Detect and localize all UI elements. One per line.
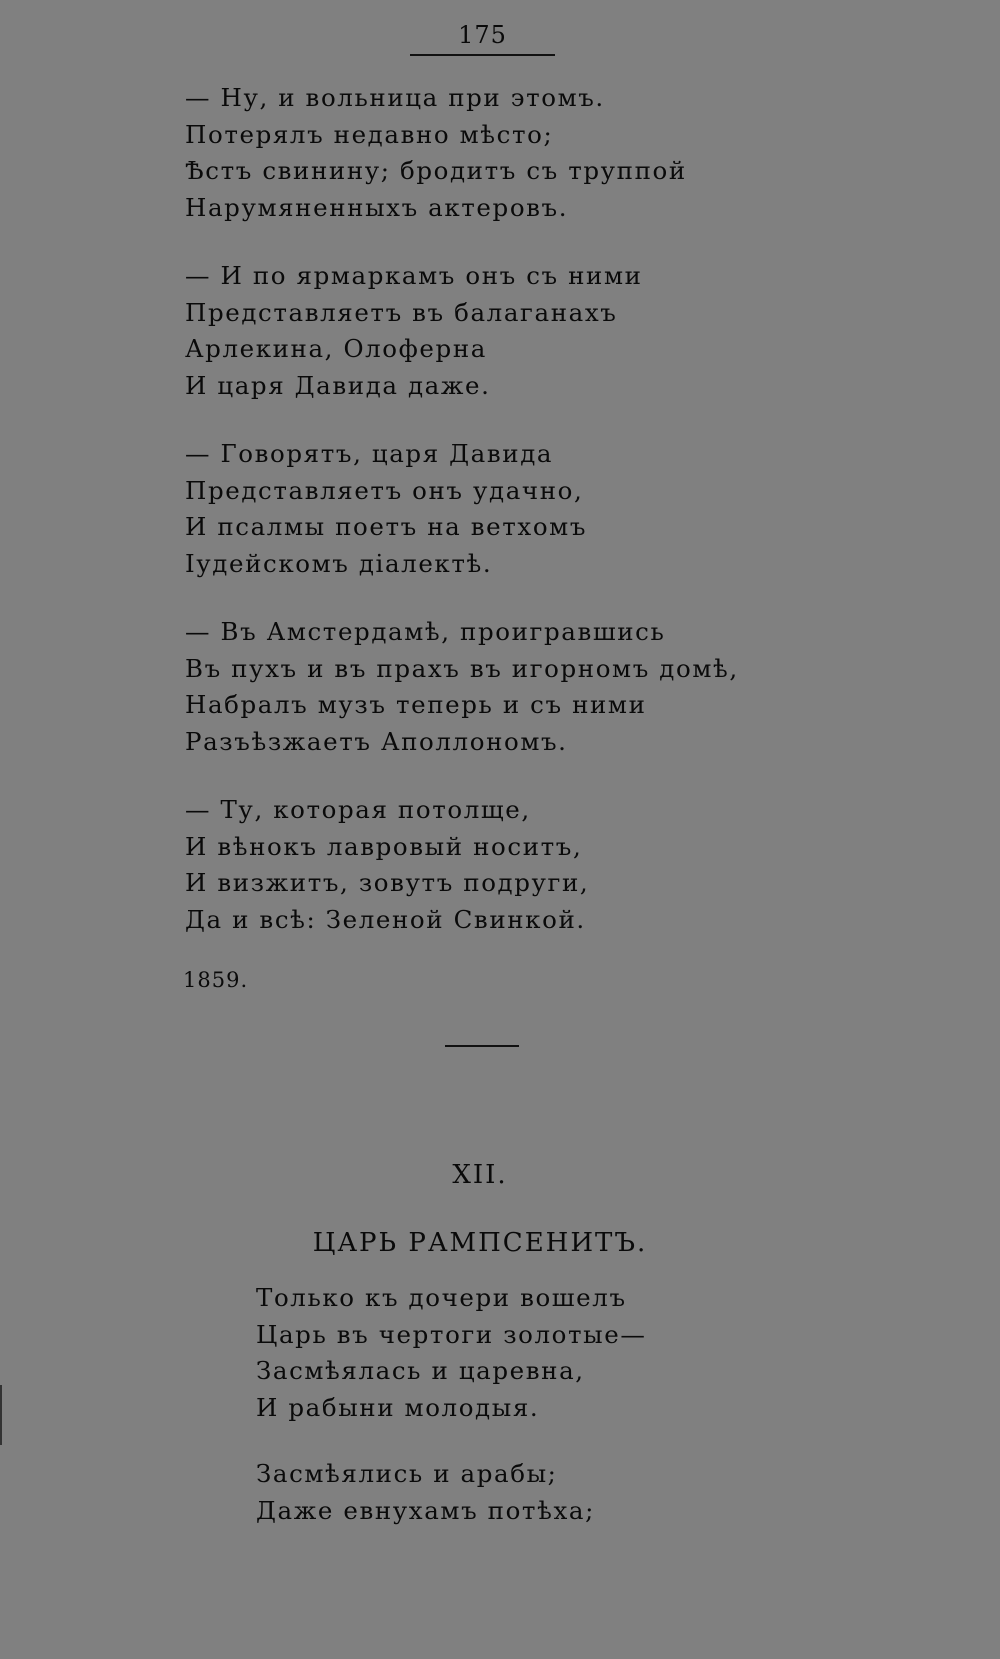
stanza-1	[256, 1280, 856, 1426]
section-number: XII.	[452, 1160, 508, 1190]
stanza-2	[185, 258, 885, 404]
verse-line: Представляетъ въ балаганахъ	[185, 297, 618, 327]
verse-line: Представляетъ онъ удачно,	[185, 475, 584, 505]
verse-line: Потерялъ недавно мѣсто;	[185, 119, 554, 149]
poem-tsar-rampsenit	[256, 1280, 856, 1559]
verse-line: Набралъ музъ теперь и съ ними	[185, 690, 647, 719]
verse-line: — Говорятъ, царя Давида	[185, 439, 554, 468]
verse-line: — Ну, и вольница при этомъ.	[185, 83, 605, 112]
verse-line: Да и всѣ: Зеленой Свинкой.	[185, 904, 586, 934]
verse-line: — Въ Амстердамѣ, проигравшись	[185, 617, 666, 646]
verse-line: Арлекина, Олоферна	[185, 334, 487, 363]
stanza-1	[185, 80, 885, 226]
verse-line: Нарумяненныхъ актеровъ.	[185, 192, 569, 222]
verse-line: Ѣстъ свинину; бродитъ съ труппой	[185, 156, 687, 185]
verse-line: — Ту, которая потолще,	[185, 795, 531, 824]
stanza-4	[185, 614, 885, 760]
verse-line: Въ пухъ и въ прахъ въ игорномъ домѣ,	[185, 653, 739, 683]
verse-line: И вѣнокъ лавровый носитъ,	[185, 831, 583, 861]
page-number-rule	[410, 54, 555, 56]
verse-line: Засмѣялась и царевна,	[256, 1356, 585, 1385]
poem-continuation	[185, 80, 885, 970]
page-number: 175	[458, 21, 507, 49]
section-title: ЦАРЬ РАМПСЕНИТЪ.	[312, 1228, 648, 1258]
verse-line: Засмѣялись и арабы;	[256, 1459, 558, 1488]
stanza-3	[185, 436, 885, 582]
stanza-2	[256, 1456, 856, 1529]
verse-line: Только къ дочери вошелъ	[256, 1283, 627, 1312]
verse-line: И псалмы поетъ на ветхомъ	[185, 512, 588, 541]
verse-line: И рабыни молодыя.	[256, 1392, 540, 1422]
stanza-5	[185, 792, 885, 938]
verse-line: Даже евнухамъ потѣха;	[256, 1495, 595, 1525]
verse-line: И визжитъ, зовутъ подруги,	[185, 868, 590, 897]
verse-line: Разъѣзжаетъ Аполлономъ.	[185, 726, 568, 756]
verse-line: Царь въ чертоги золотые—	[256, 1319, 647, 1349]
verse-line: И царя Давида даже.	[185, 370, 491, 400]
verse-line: Іудейскомъ діалектѣ.	[185, 548, 493, 578]
poem-year: 1859.	[183, 968, 249, 992]
verse-line: — И по ярмаркамъ онъ съ ними	[185, 261, 643, 290]
section-divider	[445, 1045, 519, 1047]
scan-edge-mark	[0, 1385, 2, 1445]
